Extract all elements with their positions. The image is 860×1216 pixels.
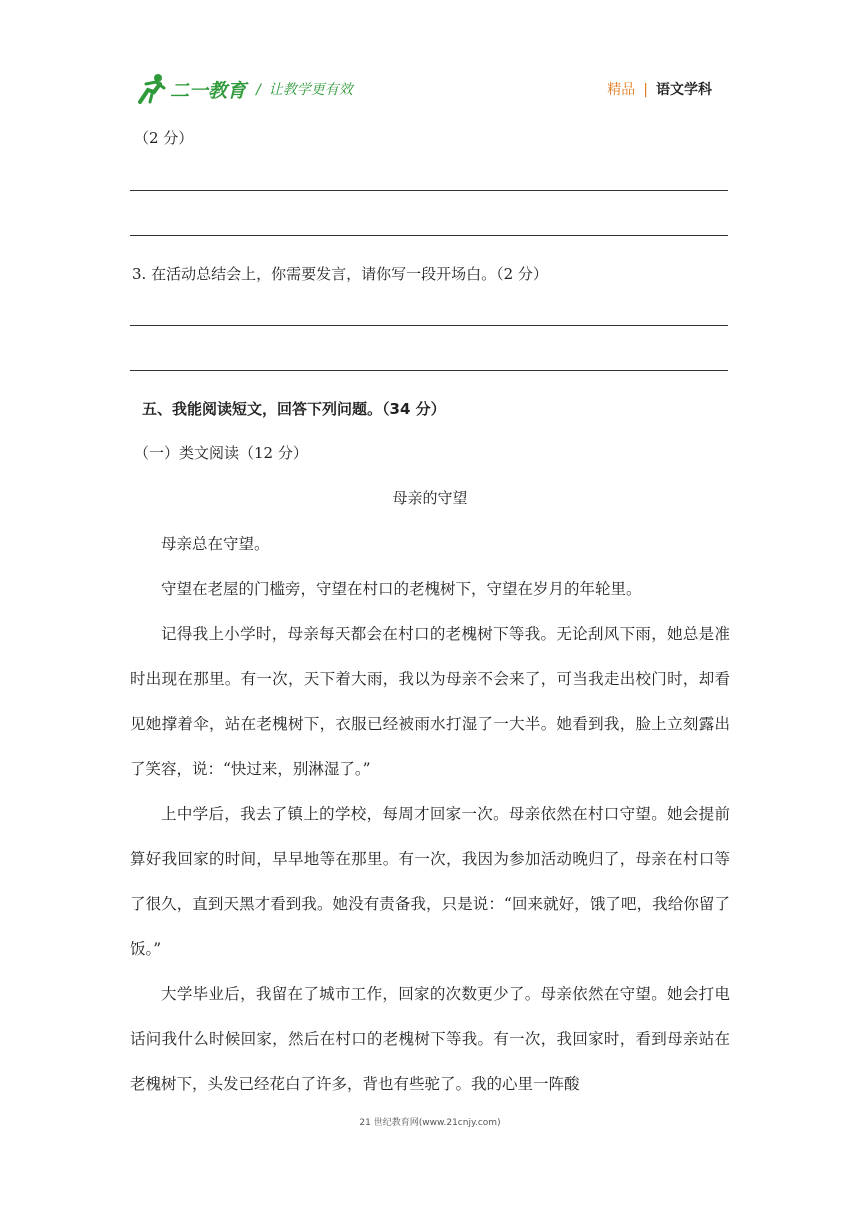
section-title: 五、我能阅读短文，回答下列问题。（34 分） — [142, 400, 446, 418]
article-paragraph: 母亲总在守望。 — [161, 535, 270, 553]
article-body — [130, 522, 730, 1107]
answer-line — [130, 325, 728, 326]
article-paragraph: 记得我上小学时，母亲每天都会在村口的老槐树下等我。无论刮风下雨，她总是准时出现在那里。有一次，天下着大雨，我以为母亲不会来了，可当我走出校门时，却看见她撑着伞，站在老槐树下，衣服已经被雨水打湿了一大半。她看到我，脸上立刻露出了笑容，说：“快过来，别淋湿了。” — [130, 625, 730, 778]
badge-subject: 语文学科 — [656, 82, 712, 98]
answer-line — [130, 370, 728, 371]
article-paragraph: 守望在老屋的门槛旁，守望在村口的老槐树下，守望在岁月的年轮里。 — [161, 580, 642, 598]
q2-score: （2 分） — [134, 129, 194, 147]
article-paragraph: 上中学后，我去了镇上的学校，每周才回家一次。母亲依然在村口守望。她会提前算好我回家的时间，早早地等在那里。有一次，我因为参加活动晚归了，母亲在村口等了很久，直到天黑才看到我。她没有责备我，只是说：“回来就好，饿了吧，我给你留了饭。” — [130, 805, 730, 958]
logo — [136, 72, 248, 106]
runner-logo-icon — [136, 72, 170, 106]
article-title: 母亲的守望 — [392, 489, 468, 507]
question-3: 3. 在活动总结会上，你需要发言，请你写一段开场白。（2 分） — [132, 265, 548, 283]
badge-quality: 精品 — [607, 82, 636, 98]
article-paragraph: 大学毕业后，我留在了城市工作，回家的次数更少了。母亲依然在守望。她会打电话问我什么时候回家，然后在村口的老槐树下等我。有一次，我回家时，看到母亲站在老槐树下，头发已经花白了许多，背也有些驼了。我的心里一阵酸 — [130, 985, 730, 1093]
logo-text: 二一教育 — [170, 80, 247, 102]
subject-badge — [607, 79, 712, 99]
subsection-title: （一）类文阅读（12 分） — [134, 444, 308, 462]
badge-separator: | — [643, 82, 648, 98]
page-footer: 21 世纪教育网(www.21cnjy.com) — [359, 1118, 501, 1128]
answer-line — [130, 190, 728, 191]
page-header — [136, 72, 726, 106]
answer-line — [130, 235, 728, 236]
slogan-slash: / — [256, 82, 261, 98]
slogan-text: 让教学更有效 — [268, 82, 353, 98]
slogan — [256, 79, 353, 99]
